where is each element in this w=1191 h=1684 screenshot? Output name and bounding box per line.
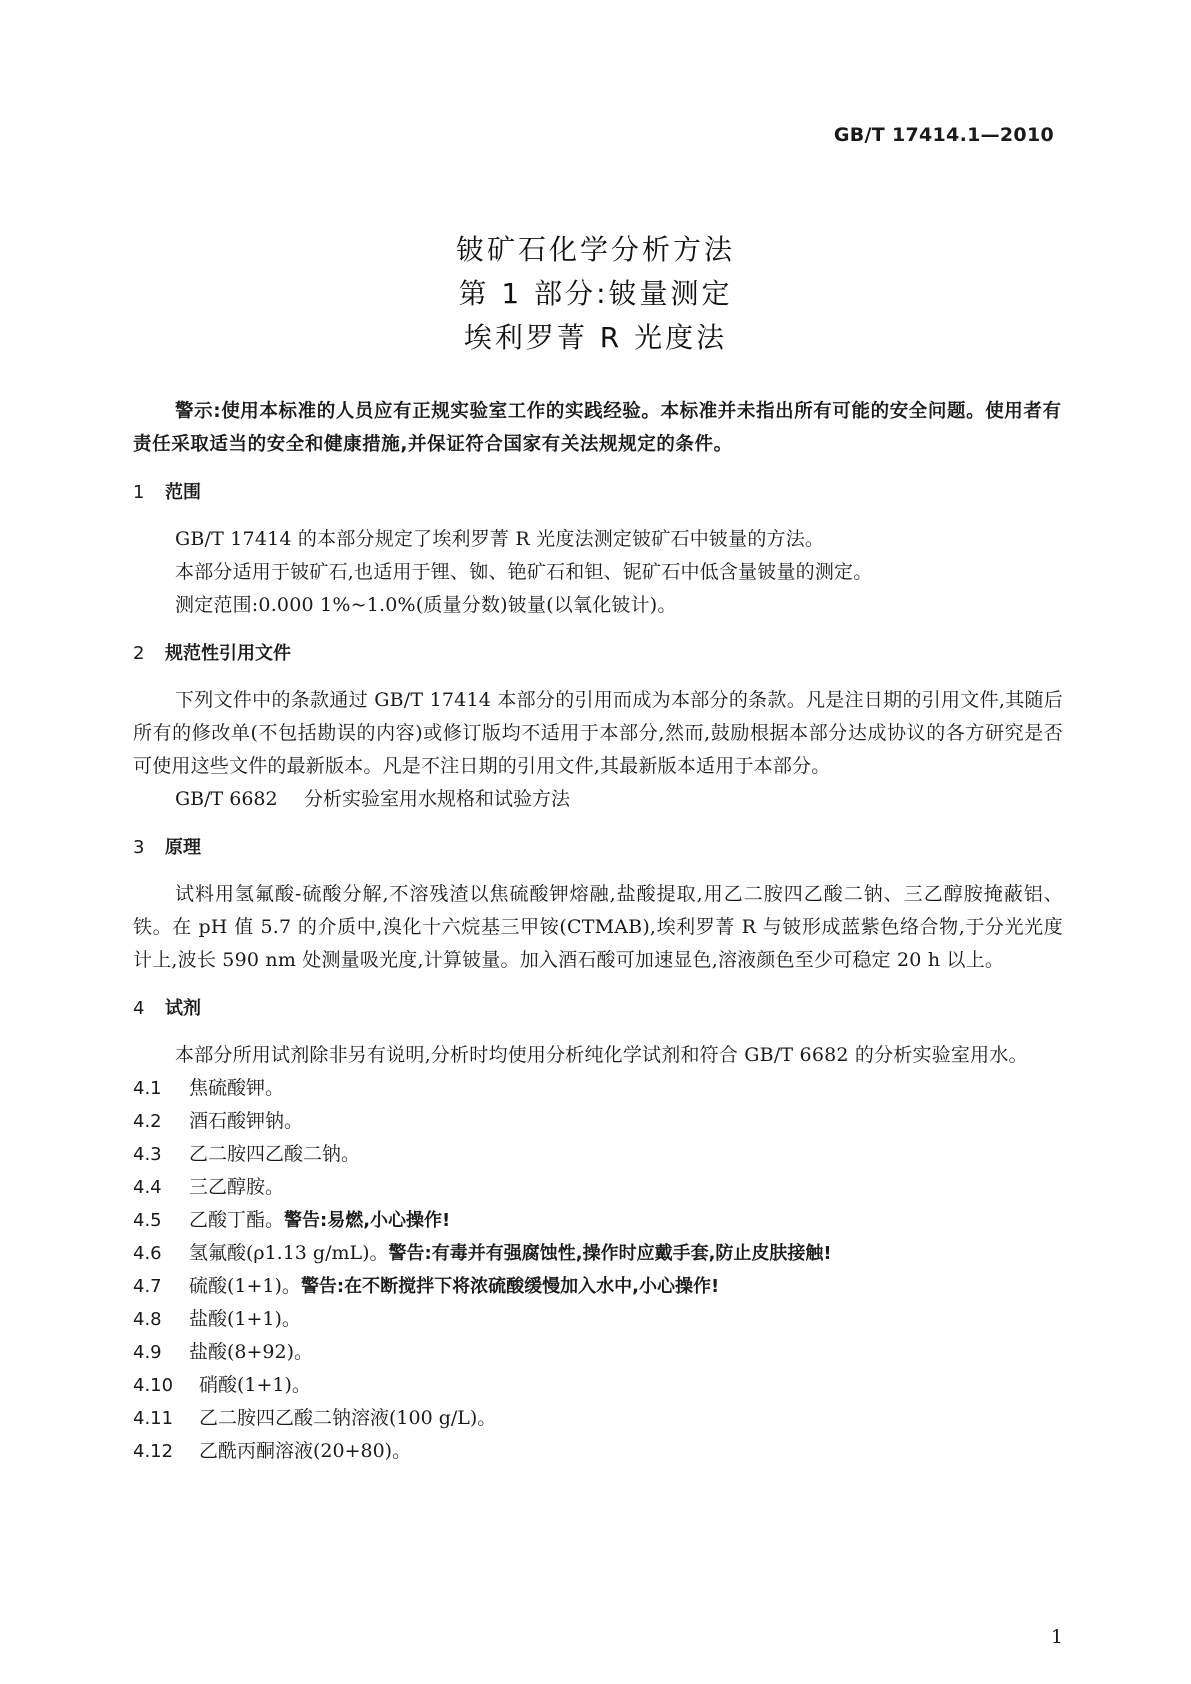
reagents-paragraph: 本部分所用试剂除非另有说明,分析时均使用分析纯化学试剂和符合 GB/T 6682 的分析实验室用水。 <box>175 1044 1028 1066</box>
item-number: 4.2 <box>133 1111 162 1132</box>
reagent-item <box>133 1204 1063 1237</box>
item-number: 4.11 <box>133 1408 174 1429</box>
item-number: 4.4 <box>133 1177 162 1198</box>
item-text: 乙酰丙酮溶液(20+80)。 <box>199 1440 412 1462</box>
section-3-heading <box>133 831 1063 864</box>
section-number: 2 <box>133 643 145 664</box>
document-body <box>133 395 1063 1468</box>
section-1-heading <box>133 476 1063 509</box>
reagent-item <box>133 1369 1063 1402</box>
item-text: 焦硫酸钾。 <box>189 1077 285 1099</box>
reagent-item <box>133 1171 1063 1204</box>
section-title: 范围 <box>165 482 201 503</box>
reagent-item <box>133 1336 1063 1369</box>
item-number: 4.5 <box>133 1210 162 1231</box>
standard-code: GB/T 17414.1—2010 <box>833 124 1054 146</box>
item-text: 硫酸(1+1)。 <box>189 1275 301 1297</box>
item-number: 4.6 <box>133 1243 162 1264</box>
item-text: 乙二胺四乙酸二钠。 <box>189 1143 361 1165</box>
item-text: 三乙醇胺。 <box>189 1176 285 1198</box>
reagent-item <box>133 1402 1063 1435</box>
item-text: 硝酸(1+1)。 <box>199 1374 311 1396</box>
reagent-item <box>133 1435 1063 1468</box>
item-number: 4.9 <box>133 1342 162 1363</box>
reagent-item <box>133 1270 1063 1303</box>
item-text: 盐酸(1+1)。 <box>189 1308 301 1330</box>
item-number: 4.1 <box>133 1078 162 1099</box>
scope-paragraph: 本部分适用于铍矿石,也适用于锂、铷、铯矿石和钽、铌矿石中低含量铍量的测定。 <box>175 561 873 583</box>
item-number: 4.12 <box>133 1441 174 1462</box>
reference-code: GB/T 6682 <box>175 788 278 810</box>
item-number: 4.7 <box>133 1276 162 1297</box>
section-title: 试剂 <box>165 998 201 1019</box>
reagent-item <box>133 1237 1063 1270</box>
item-number: 4.10 <box>133 1375 174 1396</box>
safety-warning: 警示:使用本标准的人员应有正规实验室工作的实践经验。本标准并未指出所有可能的安全问题。使用者有责任采取适当的安全和健康措施,并保证符合国家有关法规规定的条件。 <box>133 401 1062 455</box>
item-warning: 警告:在不断搅拌下将浓硫酸缓慢加入水中,小心操作! <box>300 1276 720 1297</box>
reagent-item <box>133 1105 1063 1138</box>
section-title: 规范性引用文件 <box>165 643 291 664</box>
item-text: 酒石酸钾钠。 <box>189 1110 304 1132</box>
section-number: 3 <box>133 837 145 858</box>
scope-paragraph: GB/T 17414 的本部分规定了埃利罗菁 R 光度法测定铍矿石中铍量的方法。 <box>175 528 825 550</box>
reference-title: 分析实验室用水规格和试验方法 <box>304 788 571 810</box>
reagent-item <box>133 1072 1063 1105</box>
reference-entry <box>133 783 1063 816</box>
section-number: 1 <box>133 482 145 503</box>
item-text: 氢氟酸(ρ1.13 g/mL)。 <box>189 1242 389 1264</box>
item-warning: 警告:易燃,小心操作! <box>284 1210 451 1231</box>
title-line-1: 铍矿石化学分析方法 <box>455 233 735 266</box>
section-number: 4 <box>133 998 145 1019</box>
item-warning: 警告:有毒并有强腐蚀性,操作时应戴手套,防止皮肤接触! <box>388 1243 832 1264</box>
normative-references-paragraph: 下列文件中的条款通过 GB/T 17414 本部分的引用而成为本部分的条款。凡是注日期的引用文件,其随后所有的修改单(不包括勘误的内容)或修订版均不适用于本部分,然而,鼓励根据本部分达成协议的各方研究是否可使用这些文件的最新版本。凡是不注日期的引用文件,其最新版本适用于本部分。 <box>133 689 1063 777</box>
scope-paragraph: 测定范围:0.000 1%~1.0%(质量分数)铍量(以氧化铍计)。 <box>175 594 677 616</box>
title-line-2: 第 1 部分:铍量测定 <box>458 277 733 310</box>
section-4-heading <box>133 992 1063 1025</box>
item-text: 乙二胺四乙酸二钠溶液(100 g/L)。 <box>199 1407 497 1429</box>
principle-paragraph: 试料用氢氟酸-硫酸分解,不溶残渣以焦硫酸钾熔融,盐酸提取,用乙二胺四乙酸二钠、三乙醇胺掩蔽铝、铁。在 pH 值 5.7 的介质中,溴化十六烷基三甲铵(CTMAB),埃利罗菁 R 与铍形成蓝紫色络合物,于分光光度计上,波长 590 nm 处测量吸光度,计算铍量。加入酒石酸可加速显色,溶液颜色至少可稳定 20 h 以上。 <box>133 883 1063 971</box>
item-text: 乙酸丁酯。 <box>189 1209 285 1231</box>
item-number: 4.3 <box>133 1144 162 1165</box>
page-number: 1 <box>1050 1626 1063 1648</box>
item-text: 盐酸(8+92)。 <box>189 1341 314 1363</box>
title-line-3: 埃利罗菁 R 光度法 <box>463 321 728 354</box>
section-title: 原理 <box>165 837 201 858</box>
item-number: 4.8 <box>133 1309 162 1330</box>
document-title <box>0 228 1191 360</box>
reagent-item <box>133 1303 1063 1336</box>
section-2-heading <box>133 637 1063 670</box>
reagent-item <box>133 1138 1063 1171</box>
